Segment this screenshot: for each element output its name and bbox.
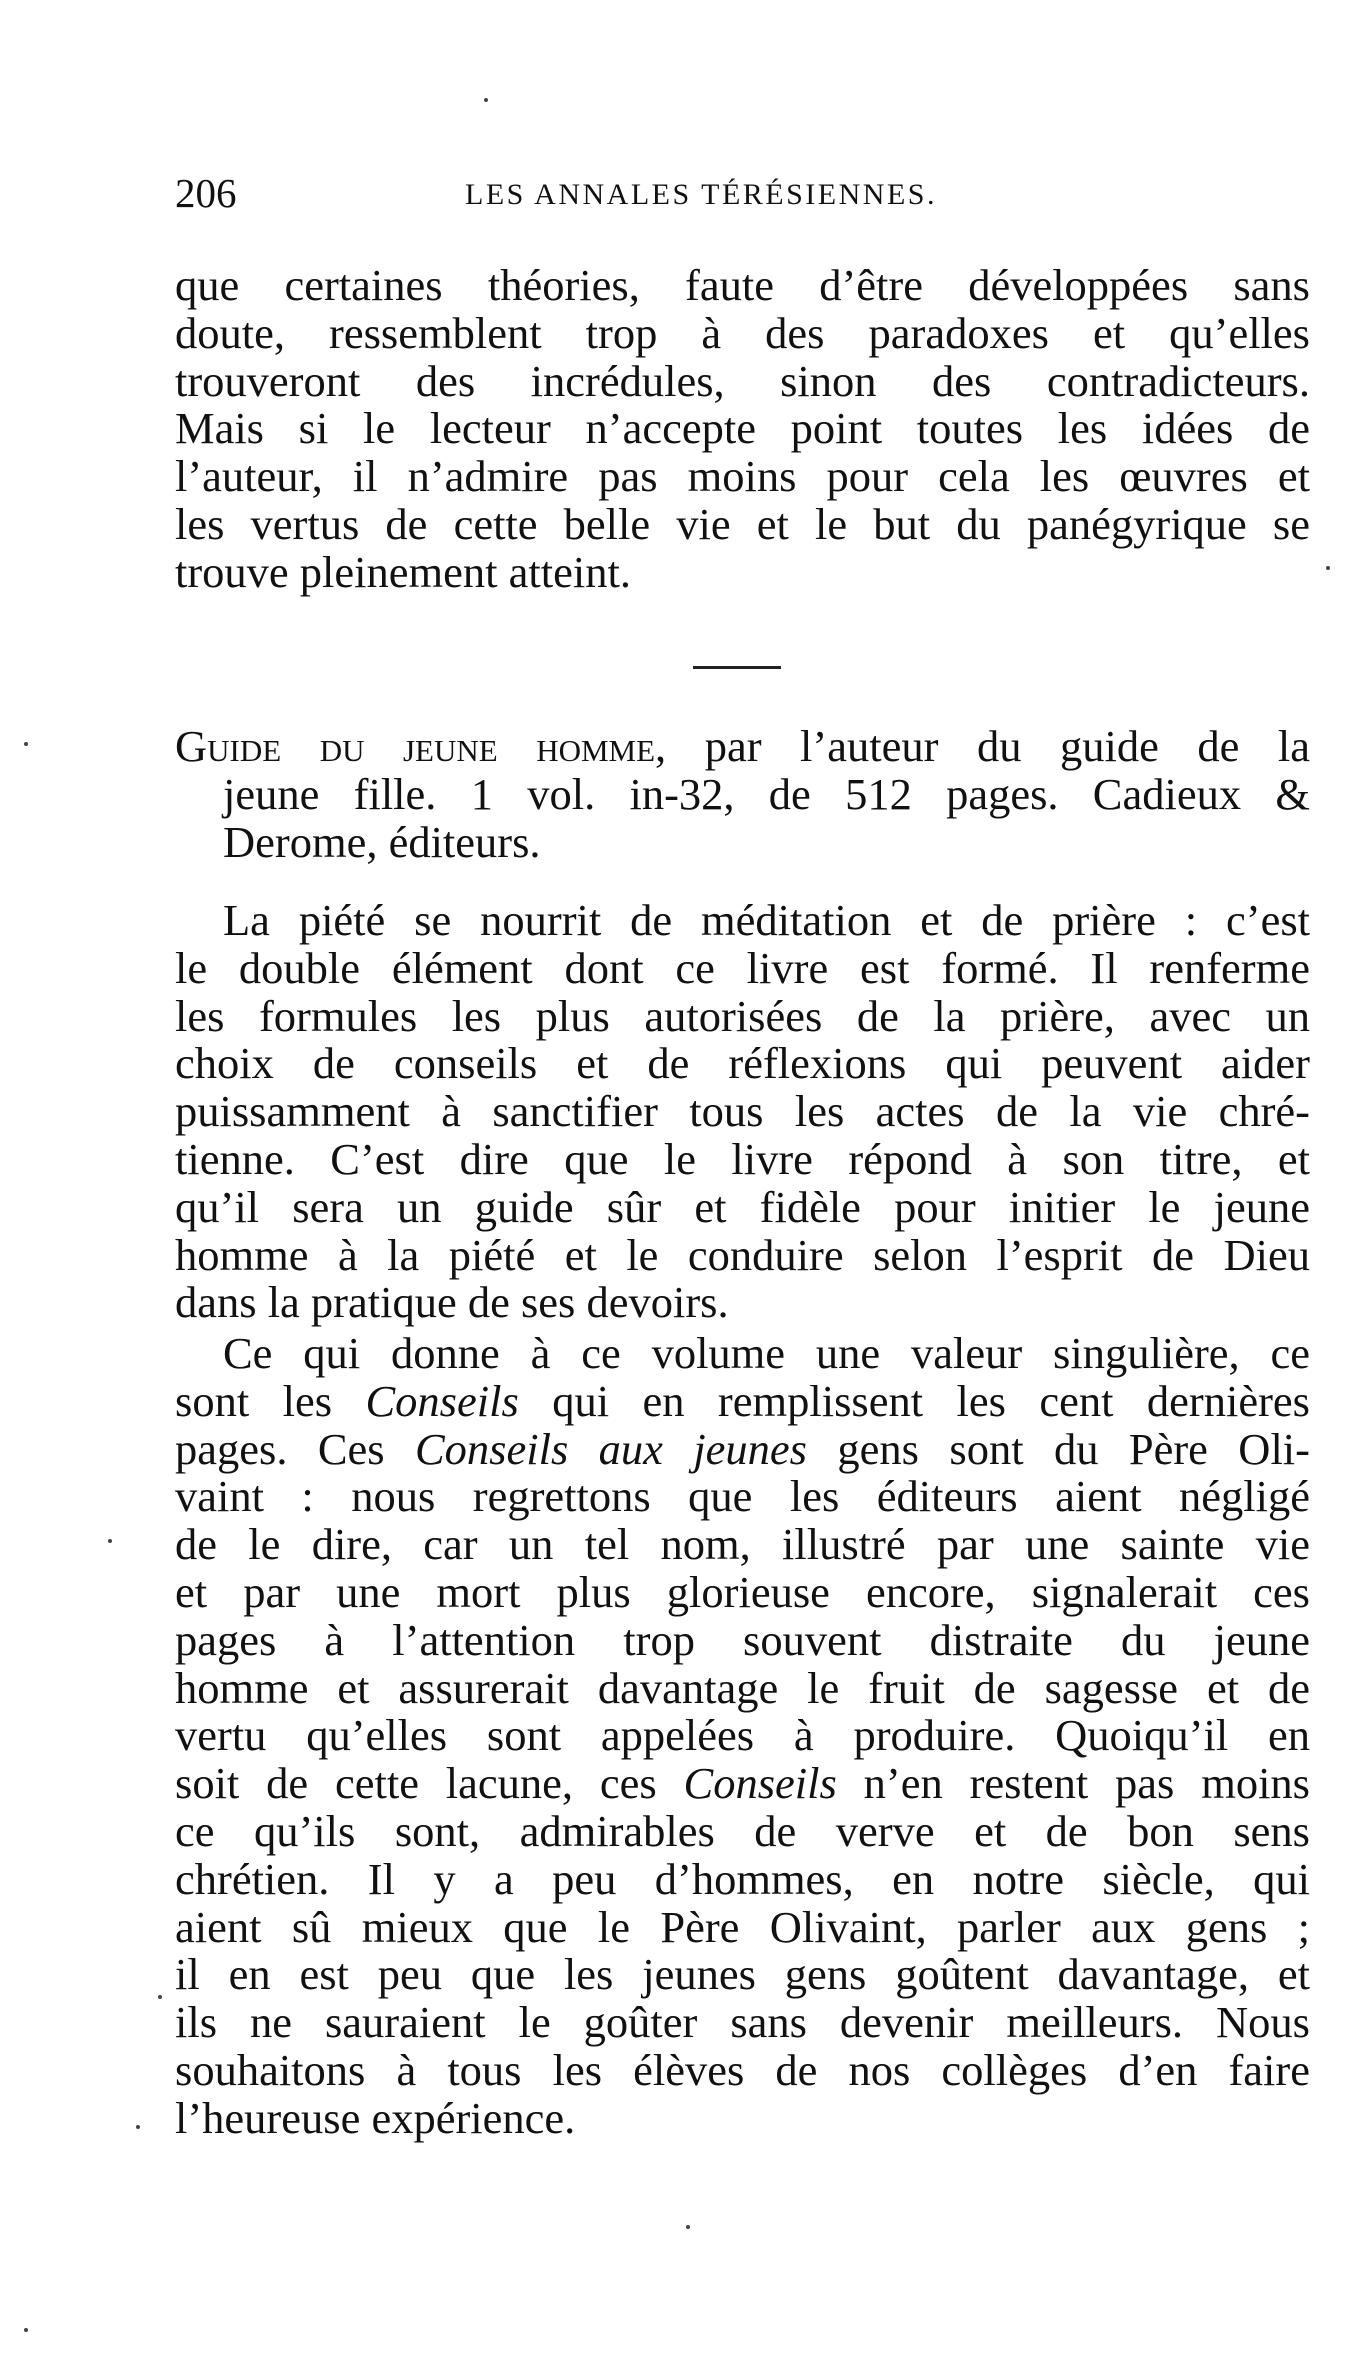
text-line: homme et assurerait davantage le fruit de sagesse et de: [175, 1662, 1310, 1713]
text-line: sont les Conseils qui en remplissent les cent dernières: [175, 1375, 1310, 1426]
text-line: vaint : nous regrettons que les éditeurs aient négligé: [175, 1471, 1310, 1522]
text-line: Mais si le lecteur n’accepte point toutes les idées de: [175, 403, 1310, 454]
text-line: souhaitons à tous les élèves de nos collèges d’en faire: [175, 2044, 1310, 2095]
text-line: le double élément dont ce livre est formé. Il renferme: [175, 942, 1310, 993]
text-line: puissamment à sanctifier tous les actes de la vie chré-: [175, 1086, 1310, 1137]
review-title-line: jeune fille. 1 vol. in-32, de 512 pages. Cadieux &: [223, 768, 1310, 819]
text-line: que certaines théories, faute d’être développées sans: [175, 260, 1310, 310]
text-line: pages. Ces Conseils aux jeunes gens sont du Père Oli-: [175, 1423, 1310, 1474]
scan-speck: [108, 1539, 112, 1543]
review-title-line: [175, 723, 1310, 771]
text-line: l’heureuse expérience.: [175, 2092, 576, 2143]
scan-speck: [158, 1995, 162, 1999]
text-line: l’auteur, il n’admire pas moins pour cela les œuvres et: [175, 451, 1310, 502]
review-paragraph-1: [175, 897, 1310, 1327]
review-book-title: Guide du jeune homme,: [175, 721, 667, 771]
text-line: aient sû mieux que le Père Olivaint, parler aux gens ;: [175, 1901, 1310, 1952]
running-head: LES ANNALES TÉRÉSIENNES.: [465, 178, 937, 211]
scan-speck: [484, 98, 488, 102]
text-line: et par une mort plus glorieuse encore, signalerait ces: [175, 1566, 1310, 1617]
scan-speck: [24, 2328, 28, 2332]
italic-conseils: Conseils: [683, 1758, 837, 1809]
text-line: vertu qu’elles sont appelées à produire. Quoiqu’il en: [175, 1710, 1310, 1761]
text-line: les formules les plus autorisées de la prière, avec un: [175, 990, 1310, 1041]
review-title-block: [175, 723, 1310, 866]
text-line: La piété se nourrit de méditation et de prière : c’est: [223, 895, 1310, 945]
text-line: tienne. C’est dire que le livre répond à son titre, et: [175, 1133, 1310, 1184]
page-header: [175, 168, 1007, 218]
paragraph-continuation: [175, 262, 1310, 597]
text-line: pages à l’attention trop souvent distraite du jeune: [175, 1614, 1310, 1665]
text-line: chrétien. Il y a peu d’hommes, en notre siècle, qui: [175, 1853, 1310, 1904]
section-separator: [693, 666, 781, 669]
text-line: doute, ressemblent trop à des paradoxes et qu’elles: [175, 307, 1310, 358]
text-line: qu’il sera un guide sûr et fidèle pour initier le jeune: [175, 1181, 1310, 1232]
scan-speck: [136, 2125, 140, 2129]
review-title-line: Derome, éditeurs.: [223, 816, 541, 867]
italic-conseils: Conseils: [365, 1375, 519, 1426]
text-line: ils ne sauraient le goûter sans devenir meilleurs. Nous: [175, 1997, 1310, 2048]
text-line: de le dire, car un tel nom, illustré par une sainte vie: [175, 1519, 1310, 1570]
text-line: dans la pratique de ses devoirs.: [175, 1277, 729, 1328]
text-line: trouveront des incrédules, sinon des contradicteurs.: [175, 355, 1310, 406]
scan-speck: [686, 2225, 690, 2229]
scan-speck: [24, 742, 28, 746]
text-line: trouve pleinement atteint.: [175, 546, 631, 597]
page-number: 206: [175, 170, 237, 216]
text-line: soit de cette lacune, ces Conseils n’en restent pas moins: [175, 1758, 1310, 1809]
italic-conseils-aux-jeunes: Conseils aux jeunes: [414, 1423, 808, 1474]
review-title-rest: par l’auteur du guide de la: [666, 721, 1310, 771]
text-line: Ce qui donne à ce volume une valeur singulière, ce: [223, 1328, 1310, 1378]
text-line: homme à la piété et le conduire selon l’esprit de Dieu: [175, 1229, 1310, 1280]
text-line: ce qu’ils sont, admirables de verve et de bon sens: [175, 1805, 1310, 1856]
review-paragraph-2: [175, 1330, 1310, 2143]
text-line: il en est peu que les jeunes gens goûtent davantage, et: [175, 1949, 1310, 2000]
text-line: les vertus de cette belle vie et le but du panégyrique se: [175, 498, 1310, 549]
scan-speck: [1326, 566, 1330, 570]
text-line: choix de conseils et de réflexions qui peuvent aider: [175, 1038, 1310, 1089]
